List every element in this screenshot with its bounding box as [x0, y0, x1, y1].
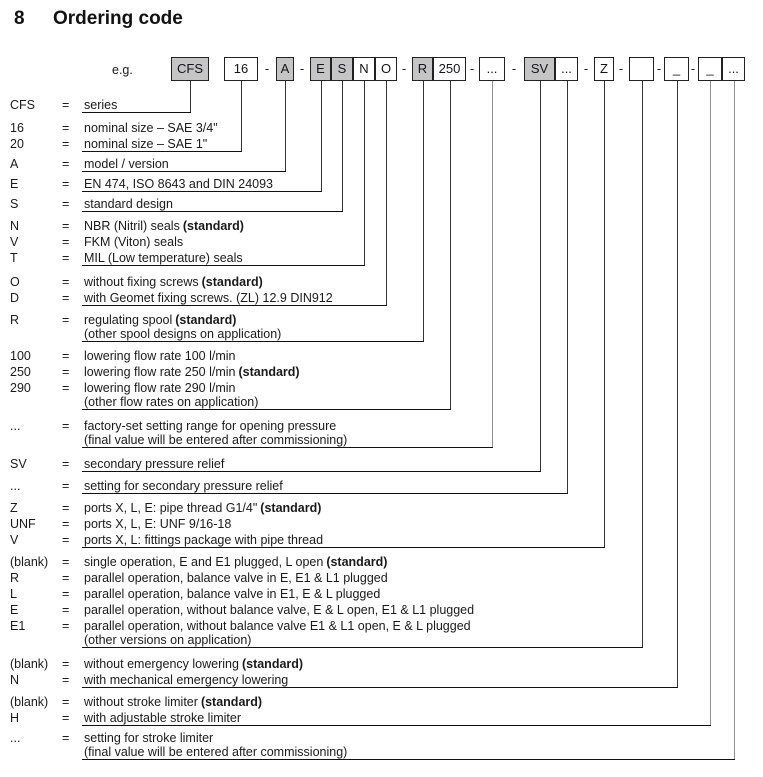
equals-sign: = — [62, 517, 70, 531]
legend-description: lowering flow rate 290 l/min — [84, 381, 236, 395]
legend-code: D — [10, 291, 20, 305]
legend-code: ... — [10, 479, 21, 493]
legend-description: ports X, L: fittings package with pipe thread — [84, 533, 324, 547]
code-box-underscore-15: _ — [698, 57, 722, 81]
legend-description-wrap — [84, 349, 235, 363]
group-underline — [82, 759, 735, 760]
group-underline — [82, 409, 451, 410]
legend-code: V — [10, 235, 19, 249]
legend-code: H — [10, 711, 20, 725]
code-box-dots-11: ... — [555, 57, 578, 81]
code-box-r-7: R — [412, 57, 433, 81]
equals-sign: = — [62, 219, 70, 233]
standard-tag: (standard) — [260, 501, 322, 515]
legend-description-wrap — [84, 587, 380, 601]
legend-description: standard design — [84, 197, 173, 211]
legend-description: (other spool designs on application) — [84, 327, 282, 341]
legend-description-wrap — [84, 657, 303, 671]
legend-description: regulating spool — [84, 313, 173, 327]
legend-description-wrap — [84, 457, 224, 471]
equals-sign: = — [62, 235, 70, 249]
legend-code: 250 — [10, 365, 31, 379]
example-label: e.g. — [112, 63, 133, 77]
legend-code: 100 — [10, 349, 31, 363]
legend-description: FKM (Viton) seals — [84, 235, 184, 249]
legend-description-wrap — [84, 235, 183, 249]
legend-description: (other flow rates on application) — [84, 395, 259, 409]
code-box-z-12: Z — [594, 57, 614, 81]
equals-sign: = — [62, 419, 70, 433]
legend-row — [0, 349, 763, 365]
legend-description: lowering flow rate 100 l/min — [84, 349, 236, 363]
legend-description: series — [84, 98, 118, 112]
legend-description-wrap — [84, 419, 336, 433]
legend-row — [0, 121, 763, 137]
legend-row — [0, 603, 763, 619]
group-underline — [82, 341, 424, 342]
legend-code: R — [10, 313, 20, 327]
group-underline — [82, 191, 322, 192]
code-box-s-4: S — [331, 57, 353, 81]
dash-separator: - — [690, 61, 696, 76]
legend-description-wrap — [84, 695, 262, 709]
equals-sign: = — [62, 711, 70, 725]
equals-sign: = — [62, 657, 70, 671]
legend-code: E — [10, 603, 19, 617]
legend-code: SV — [10, 457, 27, 471]
legend-description-wrap — [84, 365, 300, 379]
legend-description: setting for secondary pressure relief — [84, 479, 283, 493]
legend-code: L — [10, 587, 17, 601]
group-underline — [82, 447, 493, 448]
equals-sign: = — [62, 349, 70, 363]
legend-code: R — [10, 571, 20, 585]
standard-tag: (standard) — [200, 695, 263, 709]
legend-code: CFS — [10, 98, 35, 112]
legend-code: V — [10, 533, 19, 547]
code-box-16-1: 16 — [224, 57, 258, 81]
legend-description: ports X, L, E: pipe thread G1/4" — [84, 501, 258, 515]
standard-tag: (standard) — [201, 275, 263, 289]
equals-sign: = — [62, 555, 70, 569]
group-underline — [82, 265, 365, 266]
legend-row — [0, 501, 763, 517]
legend-code: N — [10, 673, 20, 687]
equals-sign: = — [62, 571, 70, 585]
legend-description-wrap — [84, 571, 388, 585]
legend-code: 290 — [10, 381, 31, 395]
legend-code: UNF — [10, 517, 36, 531]
standard-tag: (standard) — [241, 657, 304, 671]
legend-code: (blank) — [10, 657, 49, 671]
legend-row — [0, 365, 763, 381]
equals-sign: = — [62, 695, 70, 709]
equals-sign: = — [62, 251, 70, 265]
dash-separator: - — [264, 61, 270, 76]
equals-sign: = — [62, 533, 70, 547]
legend-description-wrap — [84, 731, 213, 745]
legend-row — [0, 571, 763, 587]
equals-sign: = — [62, 619, 70, 633]
legend-code: 16 — [10, 121, 24, 135]
legend-description-wrap — [84, 381, 235, 395]
dash-separator: - — [401, 61, 407, 76]
legend-row — [0, 657, 763, 673]
legend-description-wrap — [84, 433, 347, 447]
code-box-dots-16: ... — [722, 57, 745, 81]
legend-description-wrap — [84, 711, 241, 725]
equals-sign: = — [62, 291, 70, 305]
legend-code: A — [10, 157, 19, 171]
legend-description-wrap — [84, 327, 281, 341]
equals-sign: = — [62, 457, 70, 471]
legend-code: ... — [10, 419, 21, 433]
group-underline — [82, 171, 286, 172]
code-box-e-3: E — [310, 57, 331, 81]
equals-sign: = — [62, 381, 70, 395]
legend-description-wrap — [84, 219, 244, 233]
legend-row — [0, 517, 763, 533]
legend-description-wrap — [84, 251, 243, 265]
legend-code: (blank) — [10, 695, 49, 709]
dash-separator: - — [618, 61, 624, 76]
legend-row — [0, 695, 763, 711]
legend-description-wrap — [84, 177, 273, 191]
dash-separator: - — [299, 61, 305, 76]
legend-description: secondary pressure relief — [84, 457, 225, 471]
legend-description: model / version — [84, 157, 169, 171]
legend-code: E — [10, 177, 19, 191]
legend-description: single operation, E and E1 plugged, L open — [84, 555, 324, 569]
legend-description-wrap — [84, 121, 218, 135]
legend-description-wrap — [84, 501, 321, 515]
legend-description-wrap — [84, 603, 474, 617]
legend-description: without emergency lowering — [84, 657, 239, 671]
legend-description: parallel operation, balance valve in E, E1 & L1 plugged — [84, 571, 388, 585]
group-underline — [82, 547, 605, 548]
legend-description-wrap — [84, 745, 347, 759]
equals-sign: = — [62, 313, 70, 327]
section-number: 8 — [14, 8, 25, 29]
legend-description: EN 474, ISO 8643 and DIN 24093 — [84, 177, 274, 191]
equals-sign: = — [62, 137, 70, 151]
code-box-o-6: O — [375, 57, 397, 81]
legend-description-wrap — [84, 197, 173, 211]
legend-description-wrap — [84, 479, 283, 493]
equals-sign: = — [62, 673, 70, 687]
legend-description: MIL (Low temperature) seals — [84, 251, 243, 265]
section-title: Ordering code — [53, 8, 183, 29]
equals-sign: = — [62, 501, 70, 515]
group-underline — [82, 471, 541, 472]
legend-description-wrap — [84, 633, 251, 647]
group-underline — [82, 305, 387, 306]
legend-description-wrap — [84, 619, 471, 633]
legend-code: (blank) — [10, 555, 49, 569]
equals-sign: = — [62, 121, 70, 135]
legend-description-wrap — [84, 137, 207, 151]
legend-code: 20 — [10, 137, 24, 151]
legend-description: (final value will be entered after commissioning) — [84, 745, 348, 759]
group-underline — [82, 725, 711, 726]
equals-sign: = — [62, 275, 70, 289]
legend-code: ... — [10, 731, 21, 745]
legend-description: setting for stroke limiter — [84, 731, 214, 745]
legend-description: lowering flow rate 250 l/min — [84, 365, 236, 379]
legend-description: ports X, L, E: UNF 9/16-18 — [84, 517, 232, 531]
legend-row — [0, 275, 763, 291]
group-underline — [82, 687, 678, 688]
code-box-underscore-14: _ — [664, 57, 689, 81]
legend-code: Z — [10, 501, 18, 515]
equals-sign: = — [62, 177, 70, 191]
code-box-n-5: N — [353, 57, 375, 81]
legend-description-wrap — [84, 395, 258, 409]
legend-description-wrap — [84, 555, 387, 569]
legend-code: E1 — [10, 619, 26, 633]
dash-separator: - — [656, 61, 662, 76]
equals-sign: = — [62, 365, 70, 379]
legend-description: with mechanical emergency lowering — [84, 673, 289, 687]
dash-separator: - — [511, 61, 517, 76]
equals-sign: = — [62, 603, 70, 617]
group-underline — [82, 647, 643, 648]
legend-description: without stroke limiter — [84, 695, 198, 709]
code-box-blank-13 — [629, 57, 654, 81]
legend-description: nominal size – SAE 1" — [84, 137, 208, 151]
standard-tag: (standard) — [175, 313, 237, 327]
legend-description: nominal size – SAE 3/4" — [84, 121, 218, 135]
equals-sign: = — [62, 157, 70, 171]
code-box-dots-9: ... — [479, 57, 505, 81]
legend-code: N — [10, 219, 20, 233]
legend-description: parallel operation, without balance valve, E & L open, E1 & L1 plugged — [84, 603, 475, 617]
standard-tag: (standard) — [326, 555, 388, 569]
legend-description: (other versions on application) — [84, 633, 252, 647]
connector-line — [386, 81, 387, 306]
legend-description: with Geomet fixing screws. (ZL) 12.9 DIN912 — [84, 291, 333, 305]
legend-description: with adjustable stroke limiter — [84, 711, 242, 725]
equals-sign: = — [62, 587, 70, 601]
legend-description: without fixing screws — [84, 275, 199, 289]
legend-description-wrap — [84, 157, 169, 171]
legend-code: O — [10, 275, 20, 289]
group-underline — [82, 493, 568, 494]
dash-separator: - — [583, 61, 589, 76]
standard-tag: (standard) — [238, 365, 300, 379]
legend-description: factory-set setting range for opening pressure — [84, 419, 337, 433]
legend-description-wrap — [84, 673, 288, 687]
group-underline — [82, 151, 242, 152]
legend-row — [0, 219, 763, 235]
legend-description: parallel operation, balance valve in E1, E & L plugged — [84, 587, 381, 601]
dash-separator: - — [469, 61, 475, 76]
legend-description-wrap — [84, 275, 263, 289]
code-box-cfs-0: CFS — [171, 57, 209, 81]
legend-code: T — [10, 251, 18, 265]
equals-sign: = — [62, 98, 70, 112]
legend-description-wrap — [84, 313, 236, 327]
legend-description-wrap — [84, 291, 333, 305]
code-box-250-8: 250 — [433, 57, 466, 81]
equals-sign: = — [62, 197, 70, 211]
legend-description-wrap — [84, 98, 117, 112]
standard-tag: (standard) — [182, 219, 244, 233]
group-underline — [82, 211, 343, 212]
legend-row — [0, 235, 763, 251]
legend-description: NBR (Nitril) seals — [84, 219, 180, 233]
code-box-sv-10: SV — [524, 57, 555, 81]
equals-sign: = — [62, 479, 70, 493]
legend-row — [0, 555, 763, 571]
legend-code: S — [10, 197, 19, 211]
legend-row — [0, 587, 763, 603]
group-underline — [82, 112, 191, 113]
equals-sign: = — [62, 731, 70, 745]
legend-description-wrap — [84, 517, 231, 531]
legend-description-wrap — [84, 533, 323, 547]
legend-description: parallel operation, without balance valve E1 & L1 open, E & L plugged — [84, 619, 471, 633]
legend-description: (final value will be entered after commissioning) — [84, 433, 348, 447]
code-box-a-2: A — [276, 57, 294, 81]
